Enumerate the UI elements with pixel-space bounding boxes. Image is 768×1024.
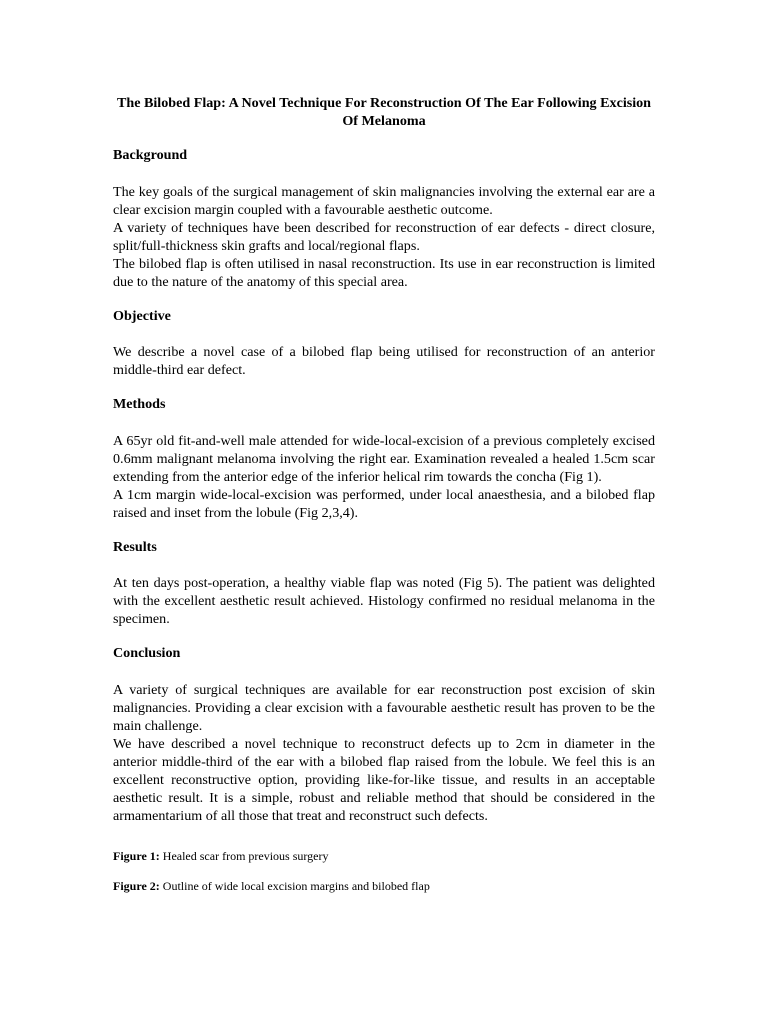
section-heading-methods: Methods: [113, 396, 166, 412]
section-heading-conclusion: Conclusion: [113, 645, 181, 661]
paragraph: A 1cm margin wide-local-excision was performed, under local anaesthesia, and a bilobed flap raised and inset from the lobule (Fig 2,3,4).: [113, 486, 655, 521]
paragraph: At ten days post-operation, a healthy viable flap was noted (Fig 5). The patient was delighted with the excellent aesthetic result achieved. Histology confirmed no residual melanoma in the specimen.: [113, 575, 655, 627]
paragraph: The key goals of the surgical management of skin malignancies involving the external ear are a clear excision margin coupled with a favourable aesthetic outcome.: [113, 183, 655, 218]
figure-caption-label: Figure 2:: [113, 878, 160, 893]
figure-caption-text: Outline of wide local excision margins and bilobed flap: [162, 878, 430, 893]
figure-caption-label: Figure 1:: [113, 848, 160, 863]
figure-caption: [113, 879, 655, 893]
section-heading-background: Background: [113, 147, 188, 163]
paragraph: A variety of surgical techniques are available for ear reconstruction post excision of skin malignancies. Providing a clear excision with a favourable aesthetic result has proven to be the main challenge.: [113, 681, 655, 734]
paragraph: A 65yr old fit-and-well male attended for wide-local-excision of a previous completely excised 0.6mm malignant melanoma involving the right ear. Examination revealed a healed 1.5cm scar extending from the anterior edge of the inferior helical rim towards the concha (Fig 1).: [113, 432, 655, 485]
paragraph: A variety of techniques have been described for reconstruction of ear defects - direct closure, split/full-thickness skin grafts and local/regional flaps.: [113, 219, 655, 254]
paragraph: The bilobed flap is often utilised in nasal reconstruction. Its use in ear reconstruction is limited due to the nature of the anatomy of this special area.: [113, 255, 655, 290]
figure-caption: [113, 849, 655, 863]
document-body: [113, 95, 655, 893]
figure-caption-text: Healed scar from previous surgery: [162, 848, 329, 863]
section-heading-objective: Objective: [113, 307, 171, 324]
paragraph: We describe a novel case of a bilobed flap being utilised for reconstruction of an anterior middle-third ear defect.: [113, 344, 655, 378]
document-title: The Bilobed Flap: A Novel Technique For Reconstruction Of The Ear Following Excision Of Melanoma: [116, 95, 652, 129]
paragraph: We have described a novel technique to reconstruct defects up to 2cm in diameter in the anterior middle-third of the ear with a bilobed flap raised from the lobule. We feel this is an excellent reconstructive option, providing like-for-like tissue, and results in an acceptable aesthetic result. It is a simple, robust and reliable method that should be considered in the armamentarium of all those that treat and reconstruct such defects.: [113, 735, 655, 824]
section-heading-results: Results: [113, 538, 157, 555]
